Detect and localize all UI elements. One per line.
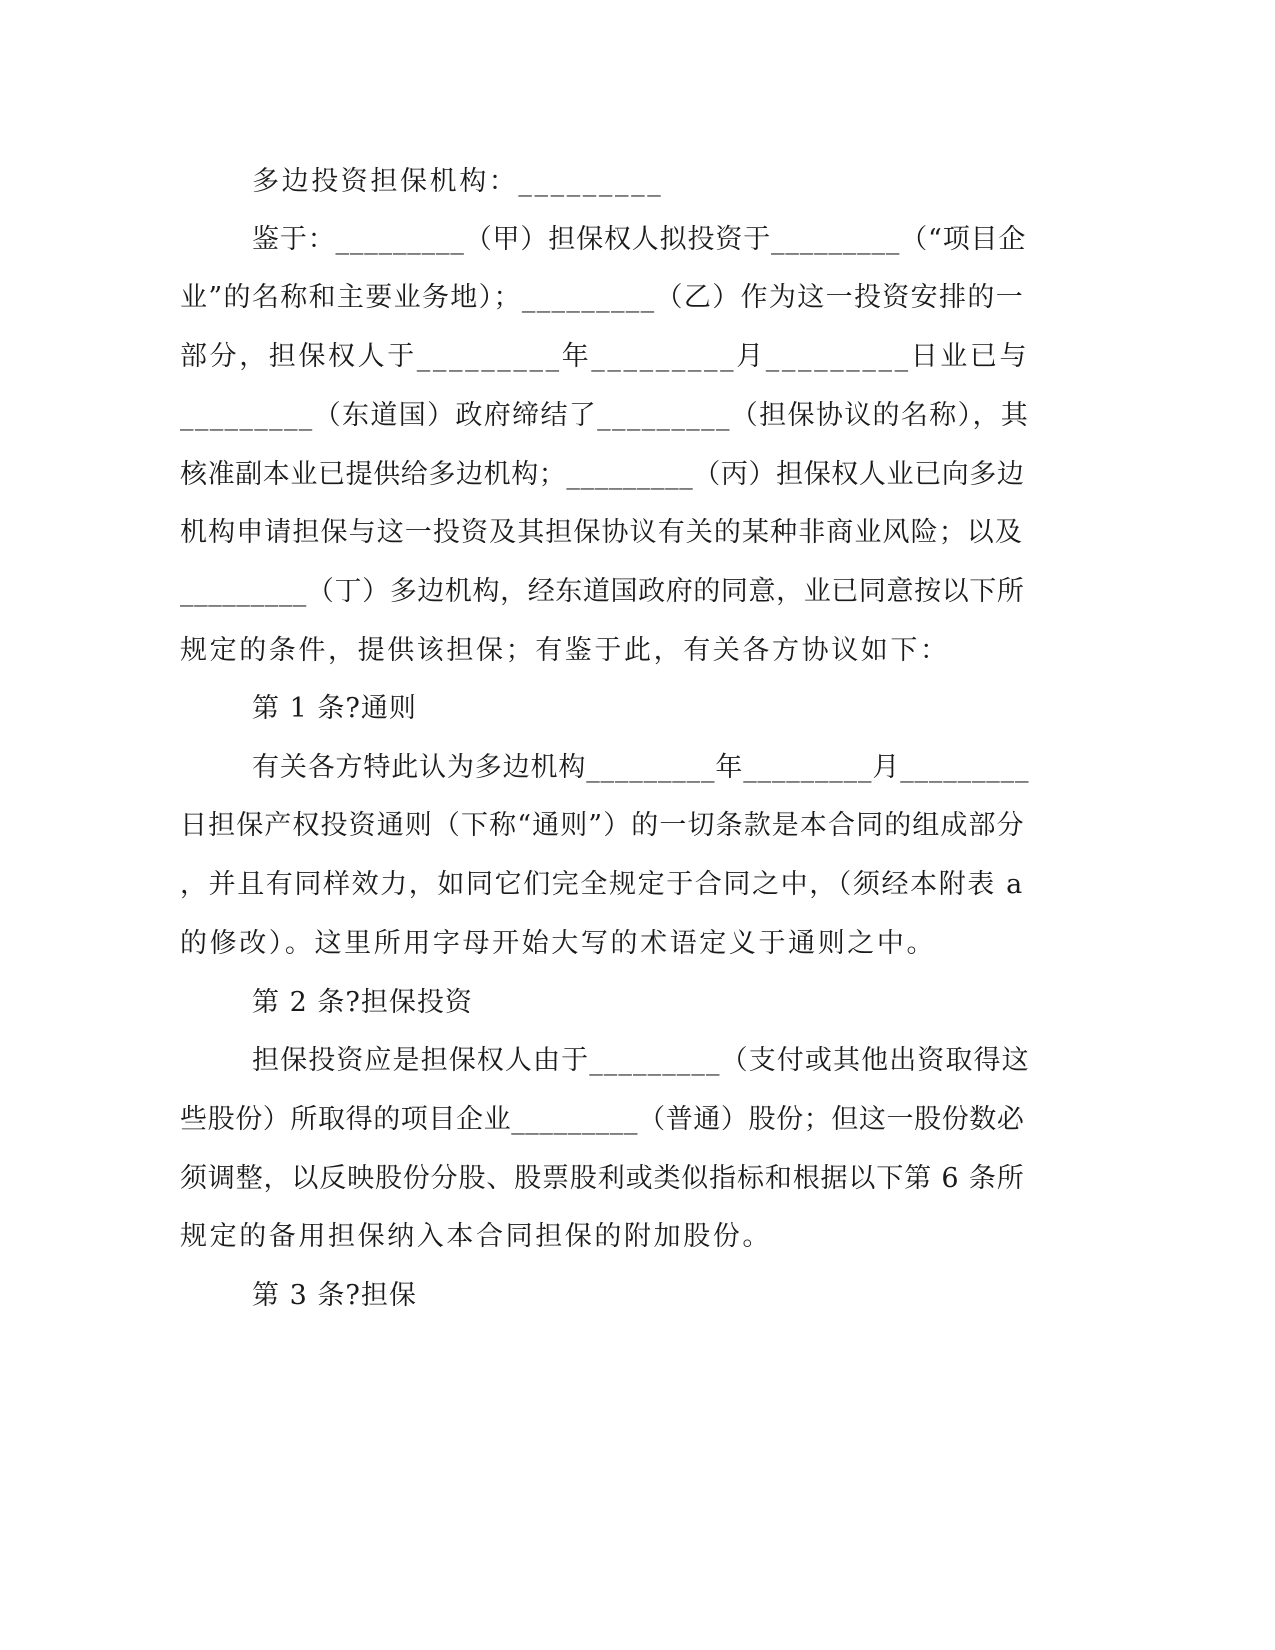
article-line: 的修改）。这里所用字母开始大写的术语定义于通则之中。 [180, 928, 937, 959]
article-line: 须调整，以反映股份分股、股票股利或类似指标和根据以下第 6 条所 [180, 1163, 1025, 1194]
recital-line: 核准副本业已提供给多边机构；_________（丙）担保权人业已向多边 [180, 459, 1025, 490]
article-heading: 第 2 条?担保投资 [252, 987, 473, 1018]
recital-line: 鉴于：_________（甲）担保权人拟投资于_________（“项目企 [252, 224, 1027, 255]
party-line: 多边投资担保机构：_________ [252, 166, 664, 197]
recital-line: _________（丁）多边机构，经东道国政府的同意，业已同意按以下所 [180, 576, 1025, 607]
article-line: 有关各方特此认为多边机构_________年_________月_________ [252, 752, 1030, 783]
recital-line: 机构申请担保与这一投资及其担保协议有关的某种非商业风险；以及 [180, 517, 1023, 548]
recital-line: 规定的条件，提供该担保；有鉴于此，有关各方协议如下： [180, 635, 950, 666]
recital-line: 部分，担保权人于_________年_________月_________日业已与 [180, 341, 1030, 372]
article-heading: 第 1 条?通则 [252, 693, 417, 724]
article-line: 些股份）所取得的项目企业_________（普通）股份；但这一股份数必 [180, 1104, 1025, 1135]
recital-line: _________（东道国）政府缔结了_________（担保协议的名称），其 [180, 400, 1030, 431]
article-line: 日担保产权投资通则（下称“通则”）的一切条款是本合同的组成部分 [180, 810, 1025, 841]
article-line: ，并且有同样效力，如同它们完全规定于合同之中，（须经本附表 a [180, 869, 1024, 900]
article-heading: 第 3 条?担保 [252, 1280, 417, 1311]
article-line: 规定的备用担保纳入本合同担保的附加股份。 [180, 1221, 772, 1252]
article-line: 担保投资应是担保权人由于_________（支付或其他出资取得这 [252, 1045, 1030, 1076]
recital-line: 业”的名称和主要业务地）；_________（乙）作为这一投资安排的一 [180, 282, 1025, 313]
